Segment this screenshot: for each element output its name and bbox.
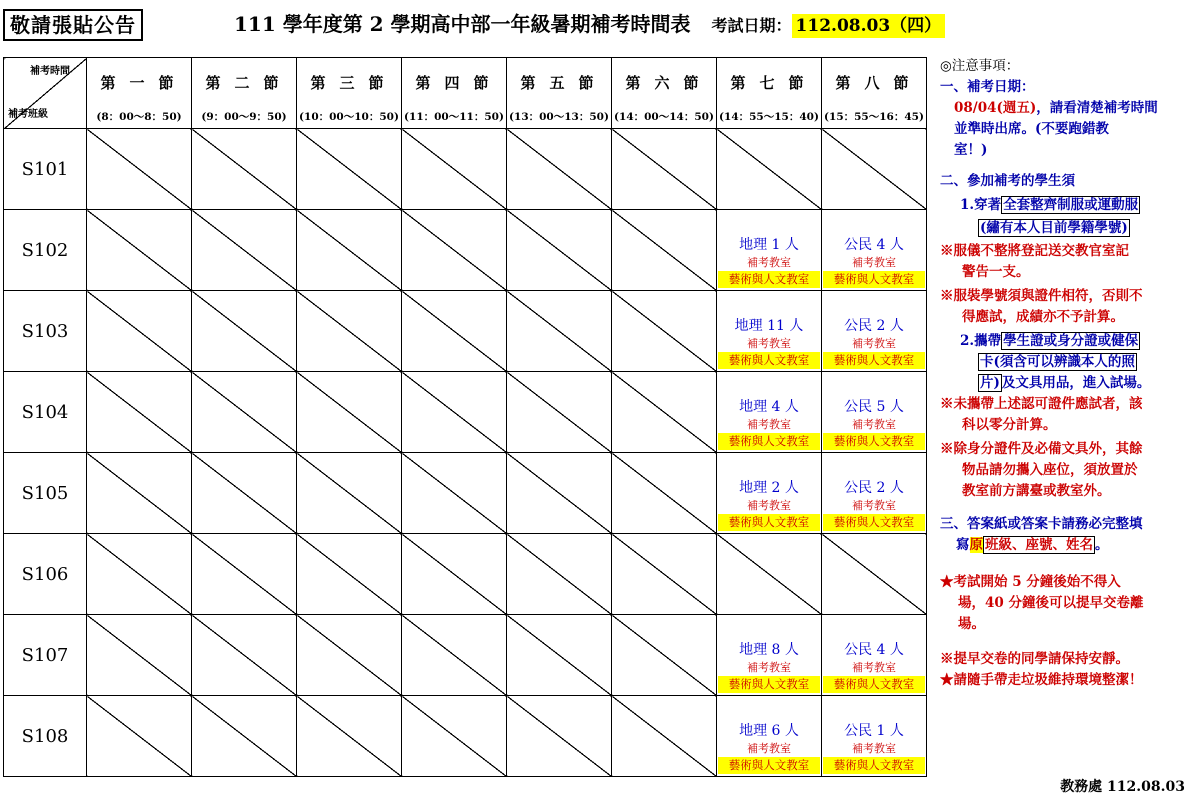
warning-1-line-2: 警告一支。	[962, 264, 1030, 280]
period-name: 第四節	[415, 74, 503, 92]
note-text: ，請看清楚補考時間	[1036, 100, 1158, 116]
empty-slot-cell	[507, 372, 612, 453]
empty-slot-cell	[192, 696, 297, 777]
subject-count: 公民 2 人	[844, 318, 904, 334]
subject-count: 公民 1 人	[844, 723, 904, 739]
notes-panel	[940, 56, 1191, 691]
note-section-3-line-2	[940, 535, 1191, 556]
venue-name: 藝術與人文教室	[718, 757, 820, 774]
room-label: 補考教室	[852, 742, 896, 755]
room-label: 補考教室	[747, 661, 791, 674]
page-header	[0, 0, 1191, 52]
empty-slot-cell	[192, 129, 297, 210]
warning-2-line-2: 得應試，成績亦不予計算。	[962, 309, 1124, 325]
period-time: (10：00～10：50)	[299, 111, 399, 123]
rule-1-line-3: 場。	[958, 616, 985, 632]
room-label: 補考教室	[747, 256, 791, 269]
note-section-3-line-1: 三、答案紙或答案卡請務必完整填	[940, 516, 1143, 532]
table-row	[4, 291, 927, 372]
empty-slot-cell	[192, 453, 297, 534]
venue-name: 藝術與人文教室	[718, 514, 820, 531]
rule-1-line-1: ★考試開始 5 分鐘後始不得入	[940, 574, 1121, 590]
exam-entry	[717, 235, 821, 288]
exam-entry-cell	[717, 696, 822, 777]
period-name: 第二節	[205, 74, 293, 92]
exam-entry-cell	[822, 372, 927, 453]
exam-entry	[822, 316, 926, 369]
warning-2-line-1: ※服裝學號須與證件相符，否則不	[940, 288, 1143, 304]
exam-entry-cell	[717, 453, 822, 534]
period-name: 第一節	[100, 74, 188, 92]
warning-4-line-3: 教室前方講臺或教室外。	[962, 483, 1111, 499]
empty-slot-cell	[297, 534, 402, 615]
table-row	[4, 534, 927, 615]
period-name: 第八節	[835, 74, 923, 92]
room-label: 補考教室	[747, 742, 791, 755]
exam-entry	[822, 721, 926, 774]
corner-label-time: 補考時間	[30, 66, 70, 77]
rule-3: ★請隨手帶走垃圾維持環境整潔！	[940, 672, 1143, 688]
empty-slot-cell	[297, 696, 402, 777]
empty-slot-cell	[87, 210, 192, 291]
makeup-schedule-table	[3, 57, 927, 777]
period-header-4	[402, 58, 507, 129]
empty-slot-cell	[87, 291, 192, 372]
empty-slot-cell	[822, 534, 927, 615]
empty-slot-cell	[297, 372, 402, 453]
empty-slot-cell	[507, 453, 612, 534]
subject-count: 地理 4 人	[739, 399, 799, 415]
exam-entry	[822, 478, 926, 531]
exam-entry-cell	[822, 615, 927, 696]
empty-slot-cell	[297, 615, 402, 696]
empty-slot-cell	[612, 129, 717, 210]
class-name-cell: S108	[4, 696, 87, 777]
exam-entry	[822, 640, 926, 693]
period-time: (13：00～13：50)	[509, 111, 609, 123]
subject-count: 地理 8 人	[739, 642, 799, 658]
subject-count: 公民 4 人	[844, 642, 904, 658]
venue-name: 藝術與人文教室	[823, 514, 925, 531]
venue-name: 藝術與人文教室	[718, 271, 820, 288]
table-row	[4, 210, 927, 291]
note-text: 寫	[956, 537, 970, 553]
room-label: 補考教室	[852, 418, 896, 431]
note-text: 1.穿著	[960, 197, 1002, 213]
exam-entry	[717, 721, 821, 774]
empty-slot-cell	[717, 534, 822, 615]
period-header-7	[717, 58, 822, 129]
empty-slot-cell	[402, 453, 507, 534]
subject-count: 公民 4 人	[844, 237, 904, 253]
empty-slot-cell	[402, 372, 507, 453]
exam-entry-cell	[822, 696, 927, 777]
table-header-row	[4, 58, 927, 129]
empty-slot-cell	[507, 210, 612, 291]
empty-slot-cell	[87, 696, 192, 777]
exam-entry-cell	[717, 210, 822, 291]
empty-slot-cell	[87, 534, 192, 615]
empty-slot-cell	[297, 210, 402, 291]
note-section-1-line-2: 並準時出席。(不要跑錯教	[954, 121, 1109, 137]
venue-name: 藝術與人文教室	[823, 433, 925, 450]
warning-3-line-2: 科以零分計算。	[962, 417, 1057, 433]
period-time: (11：00～11：50)	[404, 111, 504, 123]
period-name: 第七節	[730, 74, 818, 92]
venue-name: 藝術與人文教室	[823, 352, 925, 369]
venue-name: 藝術與人文教室	[823, 757, 925, 774]
note-section-1-line-3: 室！)	[954, 142, 988, 158]
period-name: 第五節	[520, 74, 608, 92]
class-name-cell: S105	[4, 453, 87, 534]
empty-slot-cell	[507, 291, 612, 372]
note-2-2-line-3	[940, 373, 1191, 394]
id-card-requirement-2: 卡(須含可以辨識本人的照	[980, 354, 1135, 370]
period-time: (9：00～9：50)	[201, 111, 287, 123]
empty-slot-cell	[402, 291, 507, 372]
note-text: 2.攜帶	[960, 333, 1002, 349]
venue-name: 藝術與人文教室	[718, 352, 820, 369]
empty-slot-cell	[402, 129, 507, 210]
exam-entry-cell	[822, 291, 927, 372]
exam-entry-cell	[822, 210, 927, 291]
room-label: 補考教室	[852, 661, 896, 674]
note-text: 。	[1095, 537, 1109, 553]
exam-entry-cell	[717, 291, 822, 372]
empty-slot-cell	[192, 291, 297, 372]
class-name-cell: S101	[4, 129, 87, 210]
empty-slot-cell	[612, 534, 717, 615]
exam-entry	[822, 397, 926, 450]
note-section-1-title: 一、補考日期：	[940, 79, 1035, 95]
subject-count: 地理 11 人	[734, 318, 804, 334]
exam-date-label: 考試日期：	[711, 16, 792, 35]
subject-count: 地理 1 人	[739, 237, 799, 253]
room-label: 補考教室	[747, 337, 791, 350]
period-header-3	[297, 58, 402, 129]
table-row	[4, 453, 927, 534]
empty-slot-cell	[612, 453, 717, 534]
empty-slot-cell	[507, 615, 612, 696]
empty-slot-cell	[612, 210, 717, 291]
schedule-body	[4, 129, 927, 777]
table-row	[4, 372, 927, 453]
exam-entry-cell	[717, 615, 822, 696]
note-section-2-title: 二、參加補考的學生須	[940, 173, 1075, 189]
note-2-1-line-2	[940, 218, 1191, 239]
room-label: 補考教室	[747, 418, 791, 431]
room-label: 補考教室	[852, 256, 896, 269]
note-2-1-line-1	[940, 195, 1191, 216]
room-label: 補考教室	[747, 499, 791, 512]
table-row	[4, 129, 927, 210]
note-2-2-line-1	[940, 331, 1191, 352]
empty-slot-cell	[87, 615, 192, 696]
posting-notice-box: 敬請張貼公告	[3, 9, 143, 41]
warning-4-line-1: ※除身分證件及必備文具外，其餘	[940, 441, 1143, 457]
empty-slot-cell	[192, 372, 297, 453]
class-name-cell: S104	[4, 372, 87, 453]
class-name-cell: S107	[4, 615, 87, 696]
page-title	[234, 10, 945, 40]
corner-label-class: 補考班級	[8, 109, 48, 120]
period-header-1	[87, 58, 192, 129]
fill-in-fields: 班級、座號、姓名	[985, 537, 1093, 553]
empty-slot-cell	[87, 372, 192, 453]
id-card-requirement-3: 片)	[980, 375, 1000, 391]
table-row	[4, 615, 927, 696]
warning-1-line-1: ※服儀不整將登記送交教官室記	[940, 243, 1129, 259]
empty-slot-cell	[507, 696, 612, 777]
exam-entry	[822, 235, 926, 288]
class-name-cell: S102	[4, 210, 87, 291]
empty-slot-cell	[192, 210, 297, 291]
subject-count: 地理 2 人	[739, 480, 799, 496]
empty-slot-cell	[612, 696, 717, 777]
subject-count: 地理 6 人	[739, 723, 799, 739]
period-name: 第六節	[625, 74, 713, 92]
original-highlight: 原	[969, 537, 983, 553]
warning-4-line-2: 物品請勿攜入座位，須放置於	[962, 462, 1138, 478]
class-name-cell: S106	[4, 534, 87, 615]
empty-slot-cell	[297, 129, 402, 210]
empty-slot-cell	[297, 453, 402, 534]
note-2-2-line-2	[940, 352, 1191, 373]
subject-count: 公民 5 人	[844, 399, 904, 415]
period-time: (8：00～8：50)	[96, 111, 182, 123]
exam-entry	[717, 316, 821, 369]
venue-name: 藝術與人文教室	[823, 676, 925, 693]
venue-name: 藝術與人文教室	[718, 433, 820, 450]
makeup-date-value: 08/04(週五)	[954, 100, 1037, 116]
period-header-8	[822, 58, 927, 129]
empty-slot-cell	[402, 696, 507, 777]
notes-heading: ◎注意事項：	[940, 58, 1020, 74]
uniform-requirement: 全套整齊制服或運動服	[1003, 197, 1139, 213]
empty-slot-cell	[402, 210, 507, 291]
room-label: 補考教室	[852, 499, 896, 512]
empty-slot-cell	[87, 129, 192, 210]
rule-2: ※提早交卷的同學請保持安靜。	[940, 651, 1129, 667]
note-text: 及文具用品，進入試場。	[1001, 375, 1151, 391]
note-section-1-line-1	[940, 98, 1191, 119]
empty-slot-cell	[297, 291, 402, 372]
venue-name: 藝術與人文教室	[823, 271, 925, 288]
period-name: 第三節	[310, 74, 398, 92]
exam-entry	[717, 397, 821, 450]
period-time: (14：00～14：50)	[614, 111, 714, 123]
empty-slot-cell	[507, 534, 612, 615]
rule-1-line-2: 場，40 分鐘後可以提早交卷離	[958, 595, 1144, 611]
student-id-requirement: (繡有本人目前學籍學號)	[980, 220, 1128, 236]
exam-entry	[717, 640, 821, 693]
empty-slot-cell	[612, 372, 717, 453]
empty-slot-cell	[822, 129, 927, 210]
class-name-cell: S103	[4, 291, 87, 372]
empty-slot-cell	[402, 615, 507, 696]
empty-slot-cell	[507, 129, 612, 210]
warning-3-line-1: ※未攜帶上述認可證件應試者，該	[940, 396, 1143, 412]
empty-slot-cell	[192, 615, 297, 696]
empty-slot-cell	[612, 615, 717, 696]
empty-slot-cell	[192, 534, 297, 615]
period-header-2	[192, 58, 297, 129]
corner-header-cell	[4, 58, 87, 129]
empty-slot-cell	[717, 129, 822, 210]
exam-entry	[717, 478, 821, 531]
venue-name: 藝術與人文教室	[718, 676, 820, 693]
id-card-requirement: 學生證或身分證或健保	[1003, 333, 1139, 349]
table-row	[4, 696, 927, 777]
exam-date-value: 112.08.03（四）	[792, 14, 946, 38]
period-header-5	[507, 58, 612, 129]
exam-entry-cell	[717, 372, 822, 453]
issuer-footer: 教務處 112.08.03	[1060, 779, 1185, 795]
empty-slot-cell	[612, 291, 717, 372]
title-text: 111 學年度第 2 學期高中部一年級暑期補考時間表	[234, 12, 691, 36]
period-time: (14：55～15：40)	[719, 111, 819, 123]
room-label: 補考教室	[852, 337, 896, 350]
period-time: (15：55～16：45)	[824, 111, 924, 123]
period-header-6	[612, 58, 717, 129]
subject-count: 公民 2 人	[844, 480, 904, 496]
exam-entry-cell	[822, 453, 927, 534]
empty-slot-cell	[402, 534, 507, 615]
empty-slot-cell	[87, 453, 192, 534]
